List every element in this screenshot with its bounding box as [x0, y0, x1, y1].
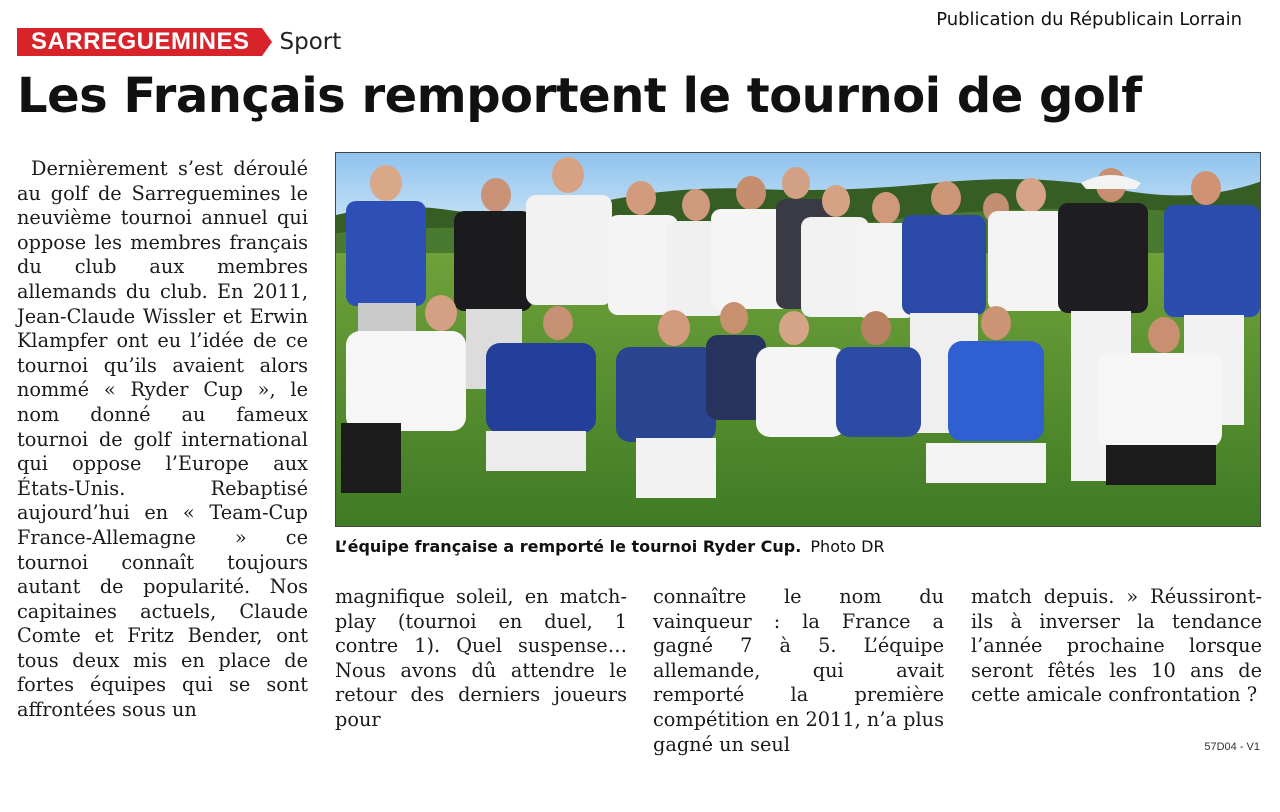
- article-column-3: connaître le nom du vainqueur : la France a gagné 7 à 5. L’équipe allemande, qui avait remporté la première compétition en 2011, n’a plus gagné un seul: [653, 585, 944, 756]
- headline: Les Français remportent le tournoi de golf: [17, 68, 1142, 124]
- location-tag: SARREGUEMINES: [17, 28, 262, 56]
- caption-text: L’équipe française a remporté le tournoi Ryder Cup.: [335, 537, 802, 556]
- publication-label: Publication du Républicain Lorrain: [936, 9, 1242, 30]
- team-photo: [335, 152, 1261, 527]
- article-column-2: magnifique soleil, en match-play (tournoi en duel, 1 contre 1). Quel suspense… Nous avons dû attendre le retour des derniers joueurs pour: [335, 585, 627, 731]
- photo-caption: [335, 537, 885, 556]
- article-column-1: Dernièrement s’est déroulé au golf de Sarreguemines le neuvième tournoi annuel qui oppose les membres français du club aux membres allemands du club. En 2011, Jean-Claude Wissler et Erwin Klampfer ont eu l’idée de ce tournoi qu’ils avaient alors nommé « Ryder Cup », le nom donné au fameux tournoi de golf international qui oppose l’Europe aux États-Unis. Rebaptisé aujourd’hui en « Team-Cup France-Allemagne » ce tournoi connaît toujours autant de popularité. Nos capitaines actuels, Claude Comte et Fritz Bender, ont tous deux mis en place de fortes équipes qui se sont affrontées sous un: [17, 157, 308, 722]
- golf-team-image: [336, 153, 1261, 527]
- photo-credit: Photo DR: [810, 537, 885, 556]
- article-column-4: match depuis. » Réussiront-ils à inverser la tendance l’année prochaine lorsque seront fêtés les 10 ans de cette amicale confrontation ?: [971, 585, 1262, 707]
- section-name: Sport: [279, 29, 342, 55]
- page-code: 57D04 - V1: [1204, 741, 1260, 753]
- section-kicker: [17, 27, 341, 57]
